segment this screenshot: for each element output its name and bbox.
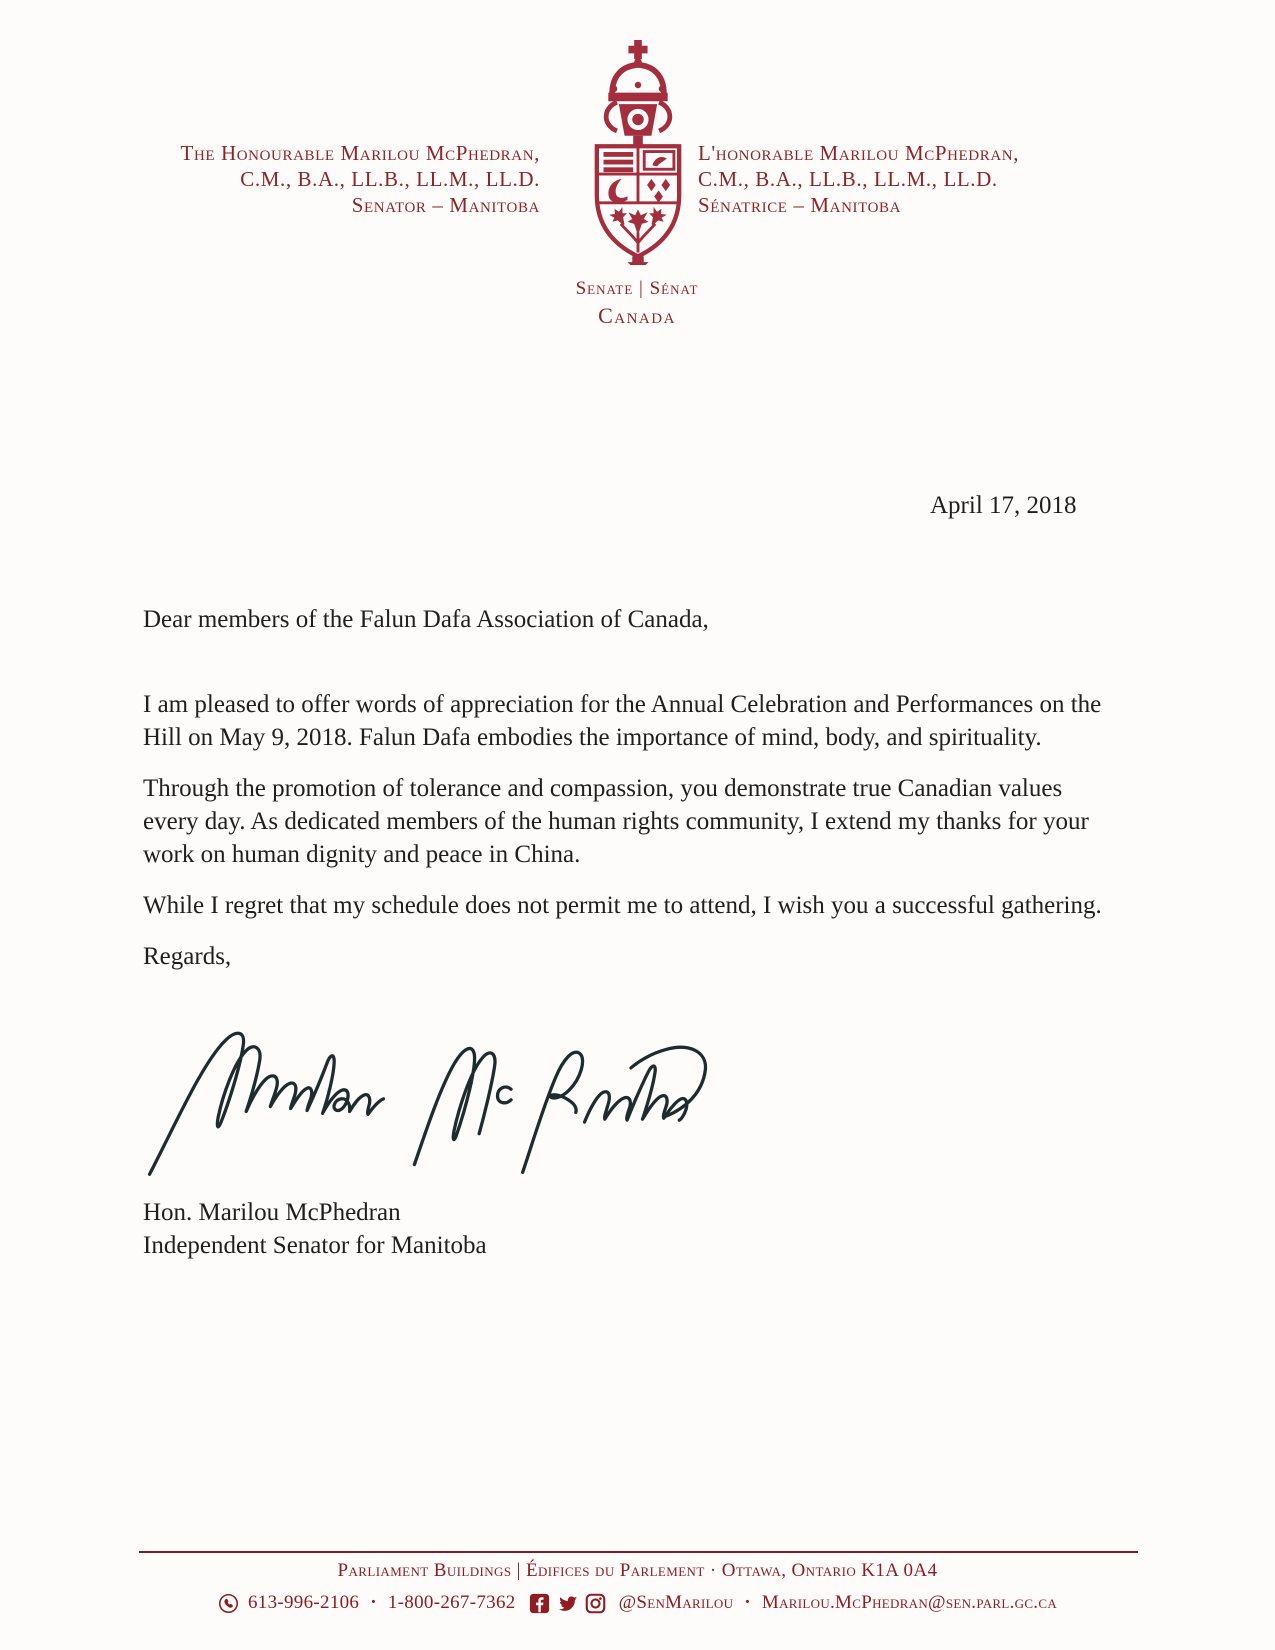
letter-date: April 17, 2018: [930, 492, 1077, 519]
letterhead-english: [120, 140, 540, 218]
signer-block: [143, 1196, 487, 1262]
facebook-icon: [529, 1593, 550, 1614]
social-handle: @SenMarilou: [618, 1592, 734, 1613]
closing: Regards,: [143, 943, 232, 970]
footer-contact: [0, 1592, 1275, 1614]
separator-dot-2: ·: [744, 1592, 751, 1613]
phone-number-1: 613-996-2106: [247, 1592, 360, 1613]
handwritten-signature: [136, 1008, 716, 1183]
letterhead-french: [698, 140, 1118, 218]
senator-name-en: The Honourable Marilou McPhedran,: [180, 141, 540, 165]
signer-name: Hon. Marilou McPhedran: [143, 1199, 401, 1226]
email-address: Marilou.McPhedran@sen.parl.gc.ca: [761, 1592, 1058, 1613]
senator-credentials-fr: C.M., B.A., LL.B., LL.M., LL.D.: [698, 167, 998, 191]
twitter-icon: [557, 1593, 578, 1614]
instagram-icon: [585, 1593, 606, 1614]
social-icons: [529, 1593, 606, 1614]
paragraph-1: I am pleased to offer words of appreciation for the Annual Celebration and Performances on the Hill on May 9, 2018. Falun Dafa embodies the importance of mind, body, and spirituality.: [143, 691, 1102, 751]
senate-crest-icon: [562, 38, 714, 266]
letter-body: [143, 688, 1110, 991]
footer-address: Parliament Buildings | Édifices du Parlement · Ottawa, Ontario K1A 0A4: [337, 1560, 938, 1581]
separator-dot: ·: [370, 1592, 377, 1613]
salutation: Dear members of the Falun Dafa Association of Canada,: [143, 606, 709, 633]
senator-title-fr: Sénatrice – Manitoba: [698, 193, 902, 217]
phone-number-2: 1-800-267-7362: [387, 1592, 516, 1613]
senate-senat-label: Senate | Sénat: [575, 278, 699, 299]
signer-title: Independent Senator for Manitoba: [143, 1232, 487, 1259]
paragraph-3: While I regret that my schedule does not permit me to attend, I wish you a successful gathering.: [143, 892, 1102, 919]
paragraph-2: Through the promotion of tolerance and compassion, you demonstrate true Canadian values every day. As dedicated members of the human rights community, I extend my thanks for your work on human dignity and peace in China.: [143, 775, 1089, 868]
senator-name-fr: L'honorable Marilou McPhedran,: [698, 141, 1020, 165]
senator-title-en: Senator – Manitoba: [351, 193, 540, 217]
senator-credentials-en: C.M., B.A., LL.B., LL.M., LL.D.: [240, 167, 540, 191]
canada-label: Canada: [598, 303, 676, 328]
phone-icon: [218, 1593, 239, 1614]
footer-divider: [139, 1551, 1138, 1553]
